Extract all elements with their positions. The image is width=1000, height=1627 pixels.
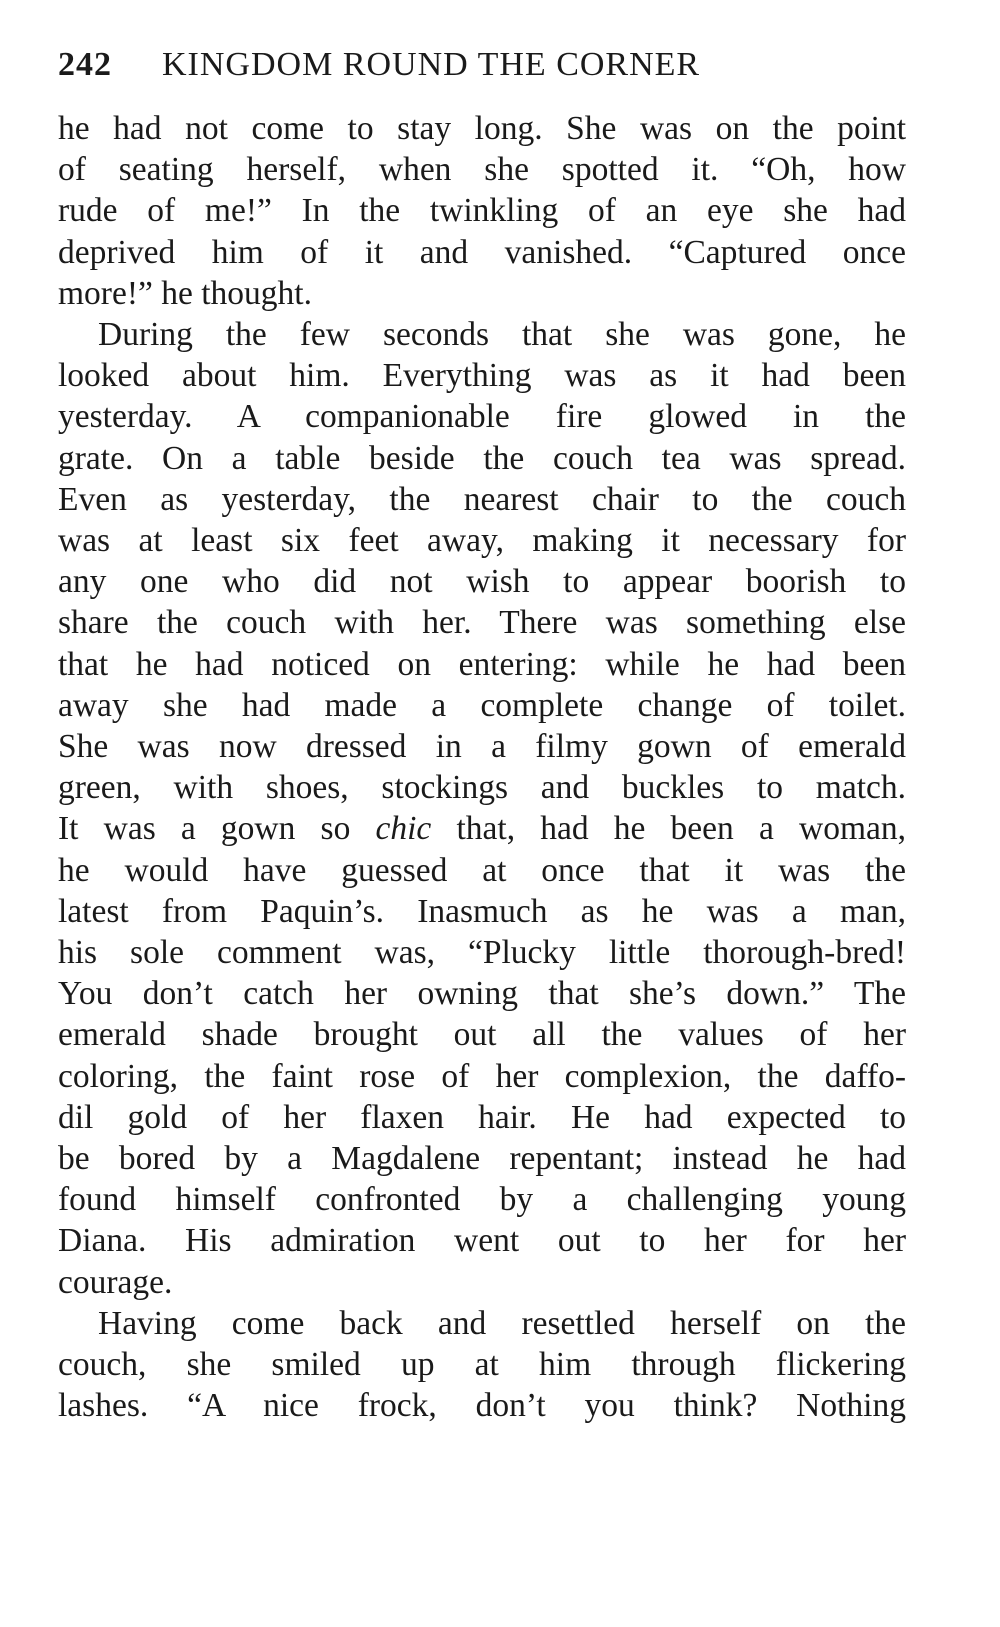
text-line: he would have guessed at once that it was the: [58, 851, 906, 889]
text-line: yesterday. A companionable fire glowed in the: [58, 398, 906, 436]
text-line: She was now dressed in a filmy gown of emerald: [58, 728, 906, 766]
text-line: share the couch with her. There was something else: [58, 604, 906, 642]
text-line: lashes. “A nice frock, don’t you think? Nothing: [58, 1387, 906, 1425]
text-line: latest from Paquin’s. Inasmuch as he was a man,: [58, 892, 906, 930]
text-line: emerald shade brought out all the values of her: [58, 1016, 906, 1054]
text-line: Diana. His admiration went out to her for her: [58, 1222, 906, 1260]
text-line: You don’t catch her owning that she’s down.” The: [58, 975, 906, 1013]
text-line: Even as yesterday, the nearest chair to the couch: [58, 480, 906, 518]
text-line: of seating herself, when she spotted it. “Oh, how: [58, 151, 906, 189]
text-line: grate. On a table beside the couch tea was spread.: [58, 439, 906, 477]
text-line: he had not come to stay long. She was on the point: [58, 110, 906, 147]
running-title: KINGDOM ROUND THE CORNER: [162, 46, 701, 83]
paragraph-3: [58, 1303, 906, 1427]
text-line: found himself confronted by a challenging young: [58, 1181, 906, 1219]
book-page: [58, 46, 906, 1427]
italic-word: chic: [375, 810, 432, 848]
text-line: dil gold of her flaxen hair. He had expected to: [58, 1098, 906, 1136]
text-line: rude of me!” In the twinkling of an eye she had: [58, 192, 906, 230]
text-line: be bored by a Magdalene repentant; instead he had: [58, 1140, 906, 1178]
paragraph-1: [58, 108, 906, 314]
text-line: couch, she smiled up at him through flickering: [58, 1346, 906, 1384]
text-segment: that, had he been a woman,: [431, 810, 906, 848]
page-number: 242: [58, 46, 112, 83]
paragraph-2: [58, 314, 906, 1303]
text-line: green, with shoes, stockings and buckles to match.: [58, 769, 906, 807]
text-line: looked about him. Everything was as it had been: [58, 357, 906, 395]
text-line: coloring, the faint rose of her complexion, the daffo-: [58, 1057, 906, 1095]
text-line: Having come back and resettled herself on the: [98, 1304, 906, 1342]
text-segment: It was a gown so: [58, 810, 376, 848]
running-head: [58, 46, 906, 98]
text-line: deprived him of it and vanished. “Captured once: [58, 233, 906, 271]
text-line: any one who did not wish to appear boorish to: [58, 563, 906, 601]
text-line: courage.: [58, 1263, 173, 1301]
text-line: more!” he thought.: [58, 274, 312, 312]
text-line: away she had made a complete change of toilet.: [58, 686, 906, 724]
text-line: was at least six feet away, making it necessary for: [58, 522, 906, 560]
text-line: that he had noticed on entering: while he had been: [58, 645, 906, 683]
text-line: his sole comment was, “Plucky little thorough-bred!: [58, 934, 906, 972]
text-line: During the few seconds that she was gone, he: [98, 316, 906, 354]
text-line-with-italic: [58, 808, 906, 849]
